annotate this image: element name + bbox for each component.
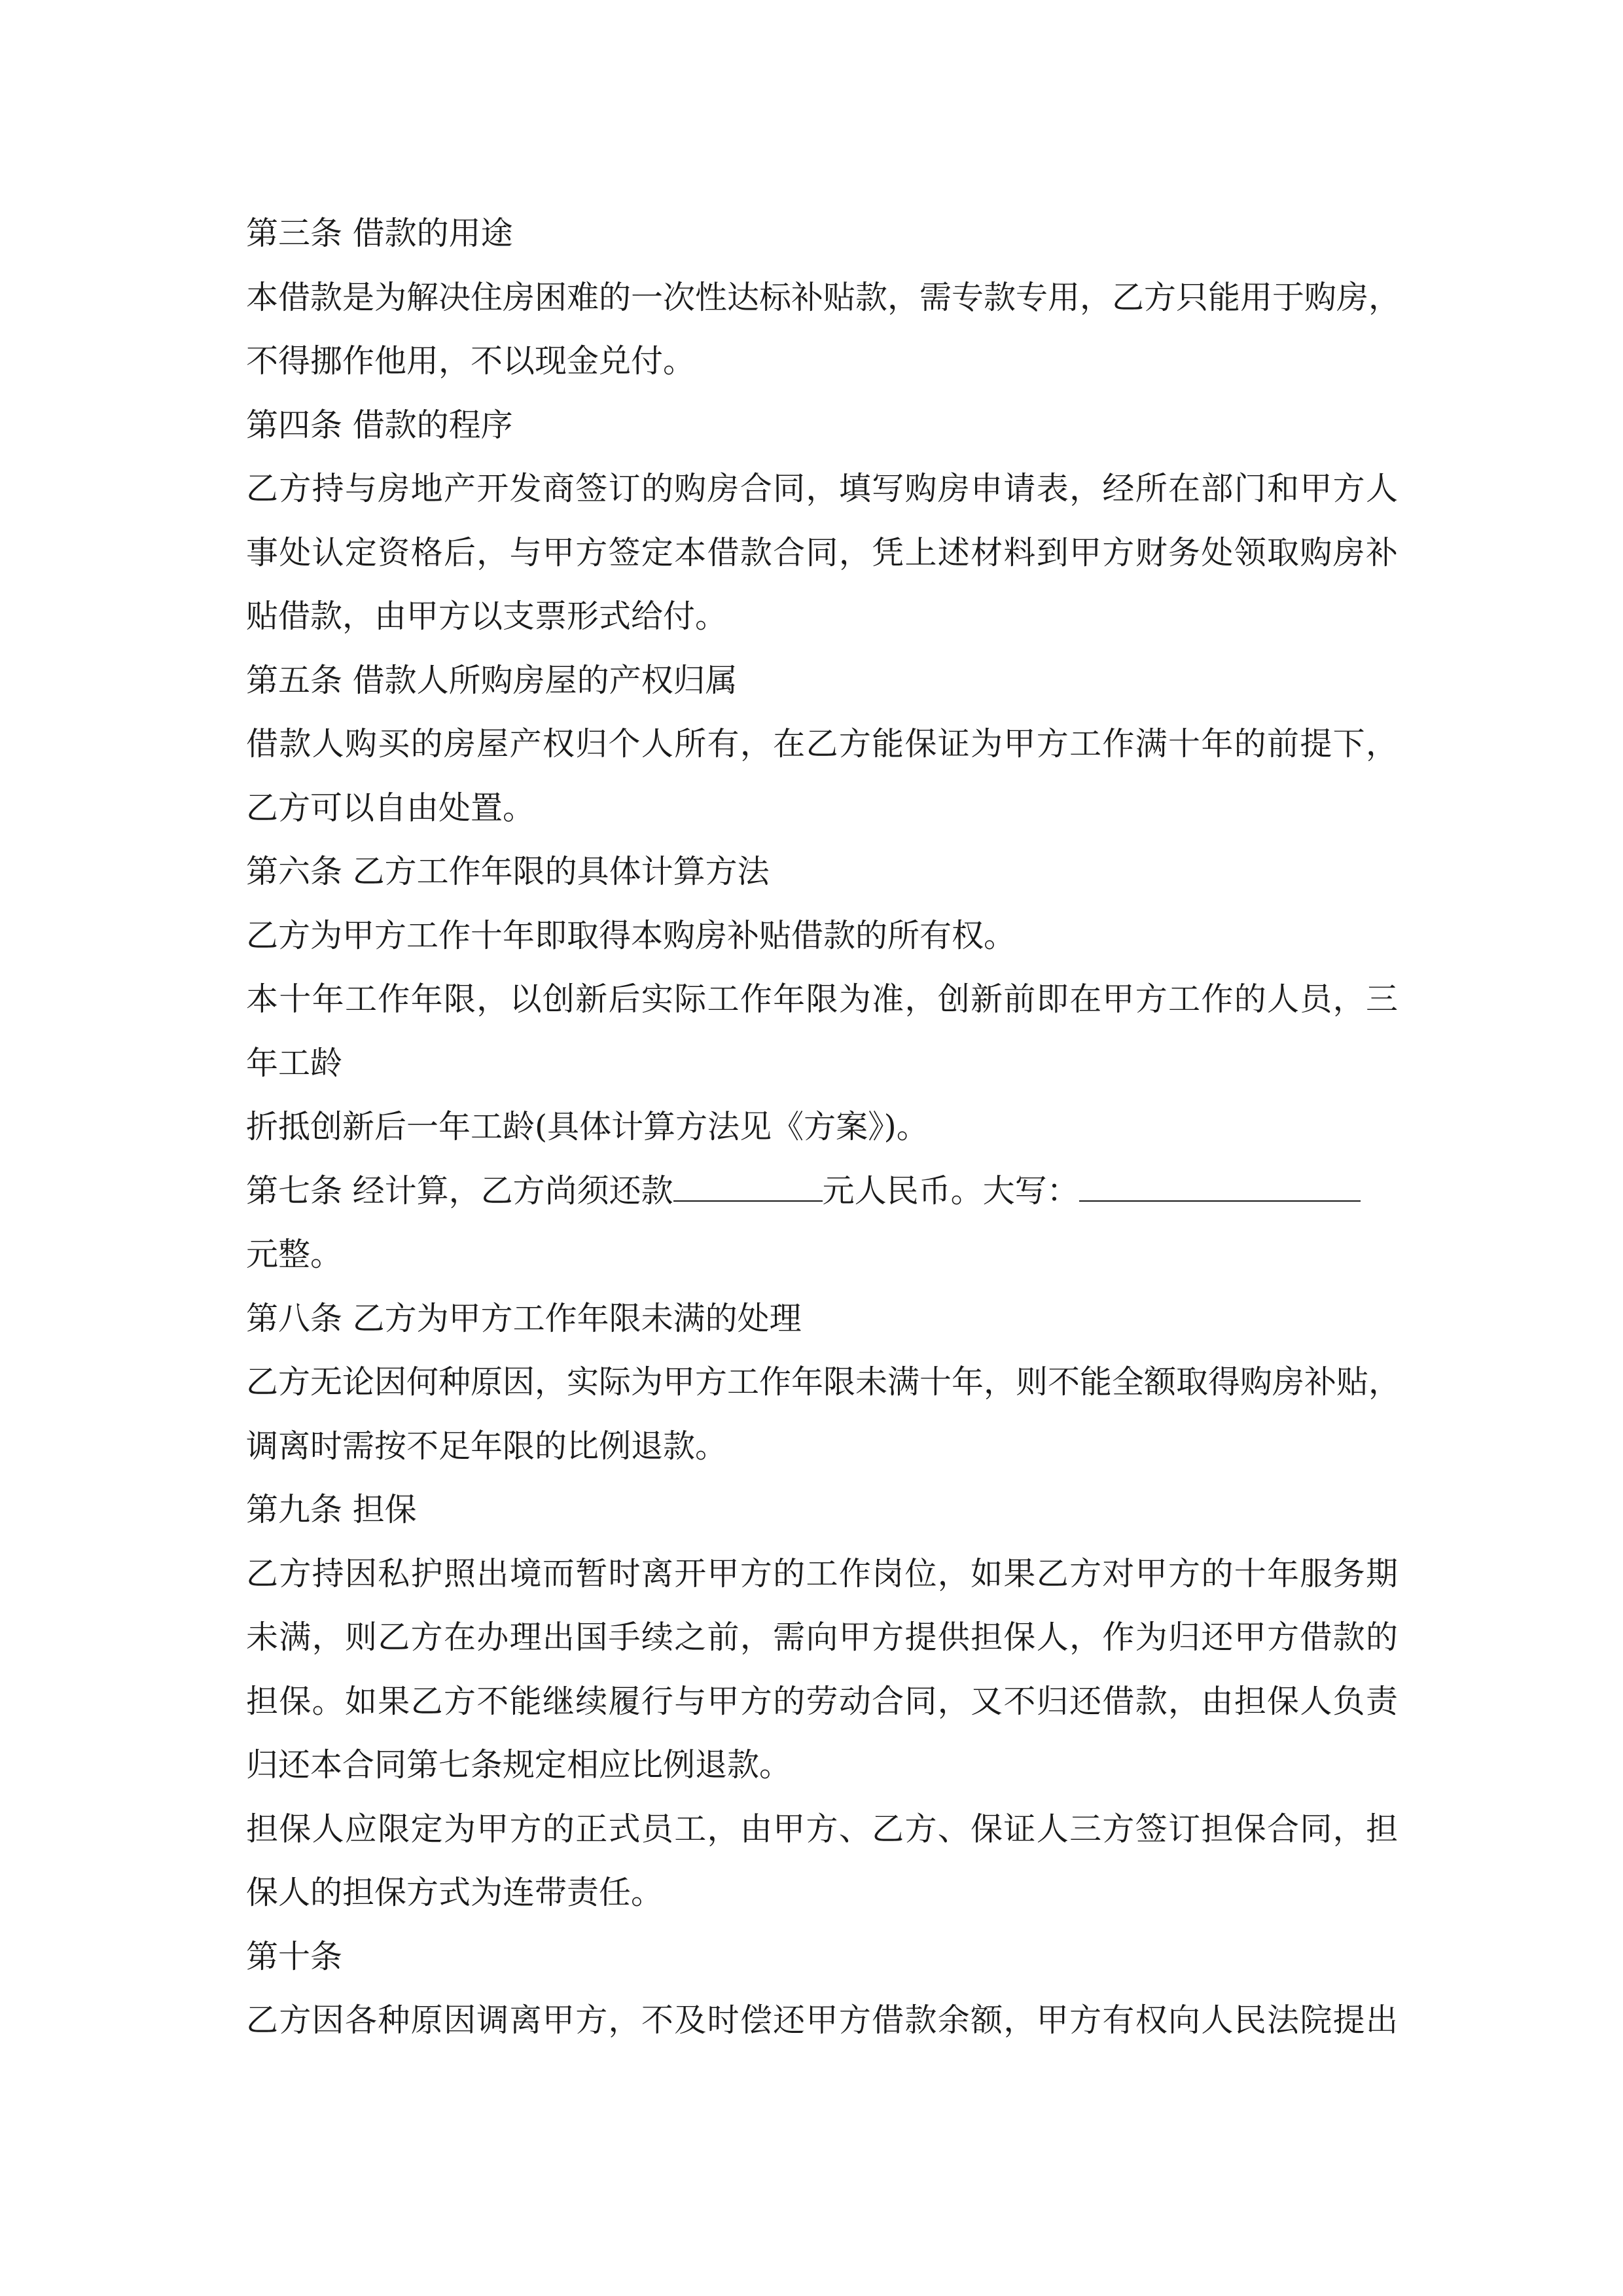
article-9-body-line: 担保。如果乙方不能继续履行与甲方的劳动合同，又不归还借款，由担保人负责 xyxy=(246,1682,1398,1720)
article-4-body-line: 乙方持与房地产开发商签订的购房合同，填写购房申请表，经所在部门和甲方人 xyxy=(246,470,1398,507)
article-6-body-line: 年工龄 xyxy=(246,1044,343,1082)
article-4-body-line: 事处认定资格后，与甲方签定本借款合同，凭上述材料到甲方财务处领取购房补 xyxy=(246,533,1398,571)
article-9-body-line: 归还本合同第七条规定相应比例退款。 xyxy=(246,1746,792,1784)
contract-text xyxy=(246,202,1401,2053)
article-6-body-line: 折抵创新后一年工龄(具体计算方法见《方案》)。 xyxy=(246,1108,929,1145)
article-10-title: 第十条 xyxy=(246,1937,343,1975)
amount-in-words-blank[interactable] xyxy=(1079,1161,1361,1202)
article-5-body-line: 乙方可以自由处置。 xyxy=(246,789,535,827)
repayment-amount-blank[interactable] xyxy=(673,1161,823,1202)
article-9-body-line: 未满，则乙方在办理出国手续之前，需向甲方提供担保人，作为归还甲方借款的 xyxy=(246,1619,1398,1656)
article-3-body-line: 本借款是为解决住房困难的一次性达标补贴款，需专款专用，乙方只能用于购房， xyxy=(246,278,1401,316)
article-9-body-line: 乙方持因私护照出境而暂时离开甲方的工作岗位，如果乙方对甲方的十年服务期 xyxy=(246,1554,1398,1592)
article-6-title: 第六条 乙方工作年限的具体计算方法 xyxy=(246,853,770,890)
article-7-line xyxy=(246,1159,1398,1223)
article-8-body-line: 调离时需按不足年限的比例退款。 xyxy=(246,1427,728,1465)
article-7-suffix: 元整。 xyxy=(246,1236,343,1273)
article-5-body-line: 借款人购买的房屋产权归个人所有，在乙方能保证为甲方工作满十年的前提下， xyxy=(246,725,1398,762)
article-9-body-line: 保人的担保方式为连带责任。 xyxy=(246,1874,664,1911)
article-9-body-line: 担保人应限定为甲方的正式员工，由甲方、乙方、保证人三方签订担保合同，担 xyxy=(246,1810,1398,1848)
article-7-prefix: 第七条 经计算，乙方尚须还款 xyxy=(246,1172,673,1210)
article-5-title: 第五条 借款人所购房屋的产权归属 xyxy=(246,661,738,699)
article-8-title: 第八条 乙方为甲方工作年限未满的处理 xyxy=(246,1299,802,1337)
article-7-middle: 元人民币。大写： xyxy=(822,1172,1079,1210)
article-3-title: 第三条 借款的用途 xyxy=(246,215,513,252)
article-6-body-line: 乙方为甲方工作十年即取得本购房补贴借款的所有权。 xyxy=(246,916,1016,954)
article-3-body-line: 不得挪作他用，不以现金兑付。 xyxy=(246,342,696,380)
article-4-title: 第四条 借款的程序 xyxy=(246,406,513,444)
article-8-body-line: 乙方无论因何种原因，实际为甲方工作年限未满十年，则不能全额取得购房补贴， xyxy=(246,1363,1401,1401)
article-9-title: 第九条 担保 xyxy=(246,1491,417,1528)
article-10-body-line: 乙方因各种原因调离甲方，不及时偿还甲方借款余额，甲方有权向人民法院提出 xyxy=(246,2001,1398,2039)
article-6-body-line: 本十年工作年限，以创新后实际工作年限为准，创新前即在甲方工作的人员，三 xyxy=(246,980,1398,1018)
article-4-body-line: 贴借款，由甲方以支票形式给付。 xyxy=(246,598,728,635)
